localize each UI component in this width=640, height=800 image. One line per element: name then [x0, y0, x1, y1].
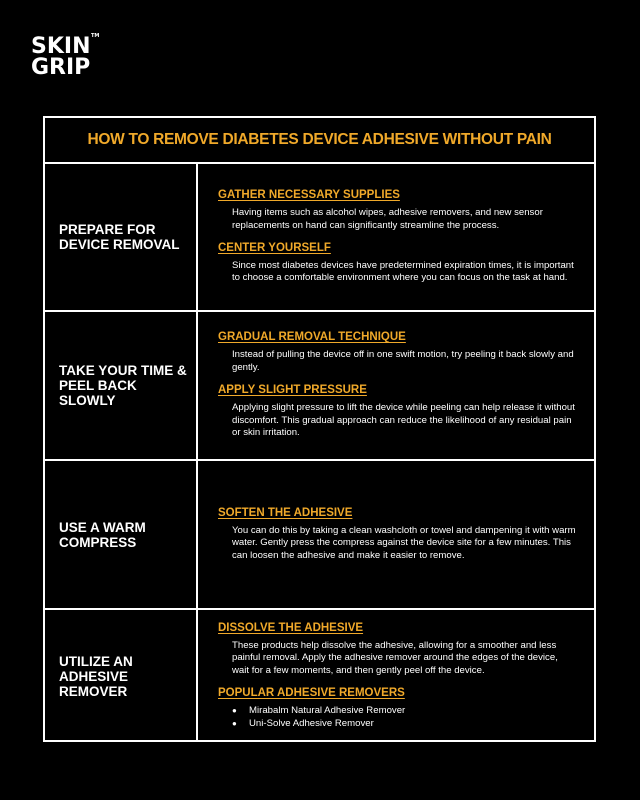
list-item: ● Uni-Solve Adhesive Remover — [232, 718, 576, 730]
step-content — [198, 312, 594, 459]
brand-logo — [31, 33, 100, 80]
section-title: APPLY SLIGHT PRESSURE — [218, 384, 367, 397]
step-section — [218, 189, 576, 232]
section-title: CENTER YOURSELF — [218, 242, 331, 254]
step-content — [198, 164, 594, 310]
step-content — [198, 610, 594, 742]
step-section — [218, 507, 576, 562]
section-body: Having items such as alcohol wipes, adhesive removers, and new sensor replacements on hand can significantly streamline the process. — [232, 207, 543, 231]
step-row-prepare — [45, 164, 594, 312]
section-body: Since most diabetes devices have predetermined expiration times, it is important to choose a comfortable environment where you can focus on the task at hand. — [232, 260, 574, 284]
remover-list — [218, 705, 576, 730]
section-body: These products help dissolve the adhesive, allowing for a smoother and less painful removal. Apply the adhesive remover around the edges of the device, wait for a few moments, and then gently peel off the device. — [232, 639, 558, 676]
step-label: TAKE YOUR TIME & PEEL BACK SLOWLY — [45, 312, 198, 459]
step-content — [198, 461, 594, 608]
section-title: DISSOLVE THE ADHESIVE — [218, 621, 364, 634]
step-row-peel — [45, 312, 594, 461]
step-row-adhesive-remover — [45, 610, 594, 742]
section-body: You can do this by taking a clean washcloth or towel and dampening it with warm water. Gently press the compress against the device site for a few minutes. This can loosen the adhesive and make it easier to remove. — [232, 524, 576, 561]
trademark-mark: TM — [91, 33, 100, 39]
step-section — [218, 687, 576, 730]
step-section — [218, 384, 576, 439]
step-section — [218, 622, 576, 677]
logo-line-1: SKIN — [31, 34, 91, 59]
guide-panel — [43, 116, 596, 742]
section-body: Applying slight pressure to lift the device while peeling can help release it without discomfort. This gradual approach can reduce the likelihood of any residual pain or skin irritation. — [232, 402, 575, 439]
section-title: POPULAR ADHESIVE REMOVERS — [218, 687, 405, 700]
section-title: SOFTEN THE ADHESIVE — [218, 506, 353, 519]
step-section — [218, 242, 576, 285]
step-section — [218, 331, 576, 374]
section-title: GRADUAL REMOVAL TECHNIQUE — [218, 331, 406, 344]
list-item: ● Mirabalm Natural Adhesive Remover — [232, 705, 576, 717]
step-label: PREPARE FOR DEVICE REMOVAL — [45, 164, 198, 310]
section-title: GATHER NECESSARY SUPPLIES — [218, 189, 400, 202]
step-row-warm-compress — [45, 461, 594, 610]
step-label: UTILIZE AN ADHESIVE REMOVER — [45, 610, 198, 742]
section-body: Instead of pulling the device off in one swift motion, try peeling it back slowly and gently. — [232, 349, 574, 373]
step-label: USE A WARM COMPRESS — [45, 461, 198, 608]
logo-line-2: GRIP — [31, 55, 91, 80]
guide-title: HOW TO REMOVE DIABETES DEVICE ADHESIVE WITHOUT PAIN — [45, 118, 594, 164]
